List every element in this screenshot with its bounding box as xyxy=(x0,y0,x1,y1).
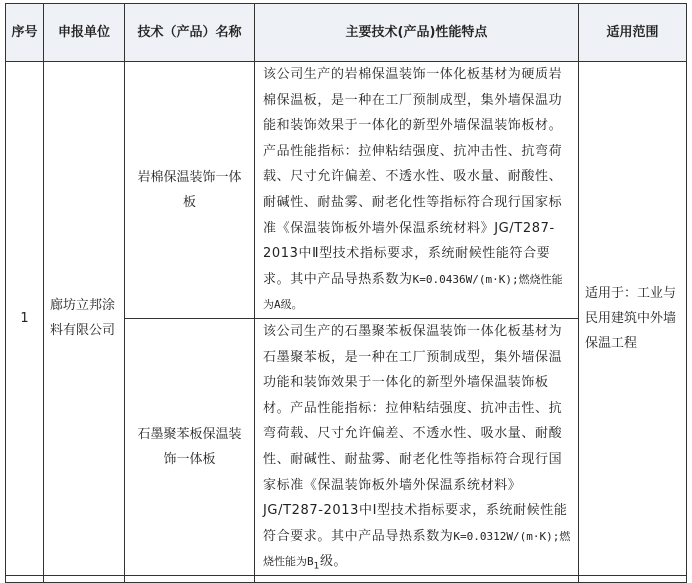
features-tail: K=0.0436W/(m·K);燃烧性能为A级。 xyxy=(263,272,563,312)
table-row xyxy=(6,62,687,319)
header-row xyxy=(6,4,687,62)
features-tail: K=0.0312W/(m·K);燃烧性能为B xyxy=(263,529,571,569)
table-row-partial xyxy=(6,575,687,582)
features-text: 该公司生产的岩棉保温装饰一体化板基材为硬质岩棉保温板，是一种在工厂预制成型，集外墙保温功能和装饰效果于一体化的新型外墙保温装饰板材。产品性能指标：拉伸粘结强度、抗冲击性、抗弯荷载、尺寸允许偏差、不透水性、吸水量、耐酸性、耐碱性、耐盐雾、耐老化性等指标符合现行国家标准《保温装饰板外墙外保温系统材料》JG/T287-2013中Ⅱ型技术指标要求，系统耐候性能符合要求。其中产品导热系数为 xyxy=(263,67,563,287)
product-features-cell xyxy=(255,62,579,319)
features-tail-end: 级。 xyxy=(319,554,348,570)
header-features: 主要技术(产品)性能特点 xyxy=(255,4,579,62)
header-unit: 申报单位 xyxy=(44,4,125,62)
scope-cell: 适用于：工业与民用建筑中外墙保温工程 xyxy=(579,62,687,576)
features-text: 该公司生产的石墨聚苯板保温装饰一体化板基材为石墨聚苯板，是一种在工厂预制成型，集外墙保温功能和装饰效果于一体化的新型外墙保温装饰板材。产品性能指标：拉伸粘结强度、抗冲击性、抗弯荷载、尺寸允许偏差、不透水性、吸水量、耐酸性、耐碱性、耐盐雾、耐老化性等指标符合现行国家标准《保温装饰板外墙外保温系统材料》JG/T287-2013中Ⅰ型技术指标要求，系统耐候性能符合要求。其中产品导热系数为 xyxy=(263,323,568,544)
product-name-cell: 石墨聚苯板保温装饰一体板 xyxy=(125,318,255,575)
features-subscript: 1 xyxy=(313,561,320,572)
product-table xyxy=(5,3,687,583)
unit-cell: 廊坊立邦涂料有限公司 xyxy=(44,62,125,576)
header-seq: 序号 xyxy=(6,4,44,62)
header-scope: 适用范围 xyxy=(579,4,687,62)
header-product: 技术（产品）名称 xyxy=(125,4,255,62)
product-name-cell: 岩棉保温装饰一体板 xyxy=(125,62,255,319)
product-features-cell xyxy=(255,318,579,575)
seq-cell: 1 xyxy=(6,62,44,576)
